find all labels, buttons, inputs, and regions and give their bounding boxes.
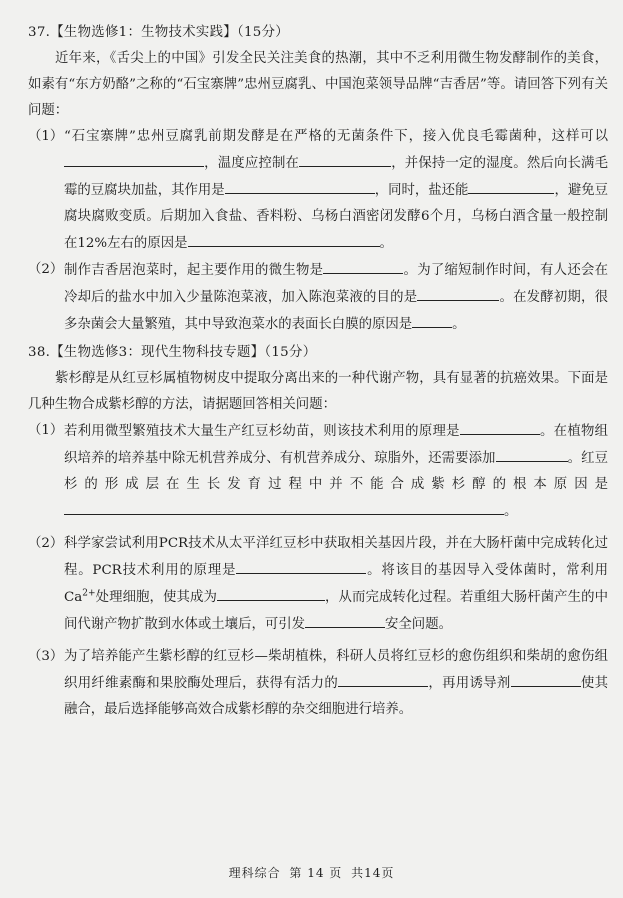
part-text: 为了培养能产生紫杉醇的红豆杉—柴胡植株，科研人员将红豆杉的愈伤组织和柴胡的愈伤组织用纤维素酶和果胶酶处理后，获得有活力的 [64, 649, 608, 691]
answer-blank[interactable] [64, 150, 204, 167]
superscript: 2+ [82, 588, 96, 599]
part-text: 若利用微型繁殖技术大量生产红豆杉幼苗，则该技术利用的原理是 [64, 424, 460, 439]
part-text: 处理细胞，使其成为 [95, 590, 217, 605]
answer-blank[interactable] [468, 177, 554, 194]
question-37-title: 37.【生物选修1：生物技术实践】（15分） [28, 25, 290, 40]
footer-page-number: 第 14 页 [289, 866, 343, 880]
part-text: 。 [504, 504, 518, 519]
part-text: ，避免豆腐块腐败变质。后期加入食盐、香料粉、乌杨白酒密闭发酵6个月，乌杨白酒含量一般控制在12%左右的原因是 [64, 183, 609, 251]
answer-blank[interactable] [460, 418, 540, 435]
answer-blank[interactable] [236, 557, 366, 574]
answer-blank[interactable] [323, 257, 403, 274]
answer-blank[interactable] [496, 445, 568, 462]
part-text: “石宝寨牌”忠州豆腐乳前期发酵是在严格的无菌条件下，接入优良毛霉菌种，这样可以 [64, 129, 608, 144]
question-37-part-1 [28, 124, 608, 257]
footer-subject: 理科综合 [228, 866, 281, 880]
part-text: ，同时，盐还能 [374, 183, 469, 198]
part-text: ，并保持一定的湿度。然后向长满毛霉的豆腐块加盐，其作用是 [64, 156, 609, 198]
part-text: ，从而完成转化过程。若重组大肠杆菌产生的中间代谢产物扩散到水体或土壤后，可引发 [64, 590, 609, 632]
part-text: ，再用诱导剂 [428, 676, 511, 691]
question-38-part-3 [28, 644, 608, 723]
question-37-intro: 近年来，《舌尖上的中国》引发全民关注美食的热潮，其中不乏利用微生物发酵制作的美食，如素有“东方奶酪”之称的“石宝寨牌”忠州豆腐乳、中国泡菜领导品牌“吉香居”等。请回答下列有关问题： [28, 51, 608, 118]
question-38-intro: 紫杉醇是从红豆杉属植物树皮中提取分离出来的一种代谢产物，具有显著的抗癌效果。下面是几种生物合成紫杉醇的方法，请据题回答相关问题： [28, 371, 608, 412]
part-text: 安全问题。 [385, 617, 452, 632]
question-37 [28, 20, 608, 338]
page-footer [0, 864, 623, 881]
footer-total-pages: 共14页 [351, 866, 395, 880]
part-text: 。在发酵初期，很多杂菌会大量繁殖，其中导致泡菜水的表面长白膜的原因是 [64, 290, 609, 332]
part-text: 制作吉香居泡菜时，起主要作用的微生物是 [64, 263, 324, 278]
question-38-title: 38.【生物选修3：现代生物科技专题】（15分） [28, 345, 317, 360]
answer-blank[interactable] [417, 284, 499, 301]
part-text: 。红豆杉的形成层在生长发育过程中并不能合成紫杉醇的根本原因是 [64, 451, 609, 492]
part-text: 。在植物组织培养的培养基中除无机营养成分、有机营养成分、琼脂外，还需要添加 [64, 424, 609, 466]
question-38-part-1 [28, 418, 608, 525]
part-text: ，温度应控制在 [204, 156, 300, 171]
part-number: （1） [28, 129, 64, 144]
question-38 [28, 340, 608, 723]
part-text: 。为了缩短制作时间，有人还会在冷却后的盐水中加入少量陈泡菜液，加入陈泡菜液的目的是 [64, 263, 609, 305]
part-text: 科学家尝试利用PCR技术从太平洋红豆杉中获取相关基因片段，并在大肠杆菌中完成转化过程。PCR技术利用的原理是 [64, 536, 608, 578]
question-37-part-2 [28, 257, 608, 338]
part-text: 。 [379, 236, 393, 251]
answer-blank[interactable] [64, 498, 504, 515]
part-text: 。 [452, 317, 466, 332]
answer-blank[interactable] [338, 670, 428, 687]
answer-blank[interactable] [412, 311, 452, 328]
answer-blank[interactable] [511, 670, 581, 687]
part-number: （1） [28, 423, 64, 438]
part-text: 。将该目的基因导入受体菌时，常利用Ca [64, 563, 608, 605]
answer-blank[interactable] [188, 230, 380, 247]
part-text: 使其融合，最后选择能够高效合成紫杉醇的杂交细胞进行培养。 [64, 676, 608, 717]
part-number: （2） [28, 536, 64, 551]
part-number: （2） [28, 262, 64, 277]
answer-blank[interactable] [225, 177, 375, 194]
question-38-part-2 [28, 531, 608, 638]
part-number: （3） [28, 649, 64, 664]
answer-blank[interactable] [299, 150, 391, 167]
answer-blank[interactable] [217, 584, 325, 601]
answer-blank[interactable] [305, 611, 385, 628]
